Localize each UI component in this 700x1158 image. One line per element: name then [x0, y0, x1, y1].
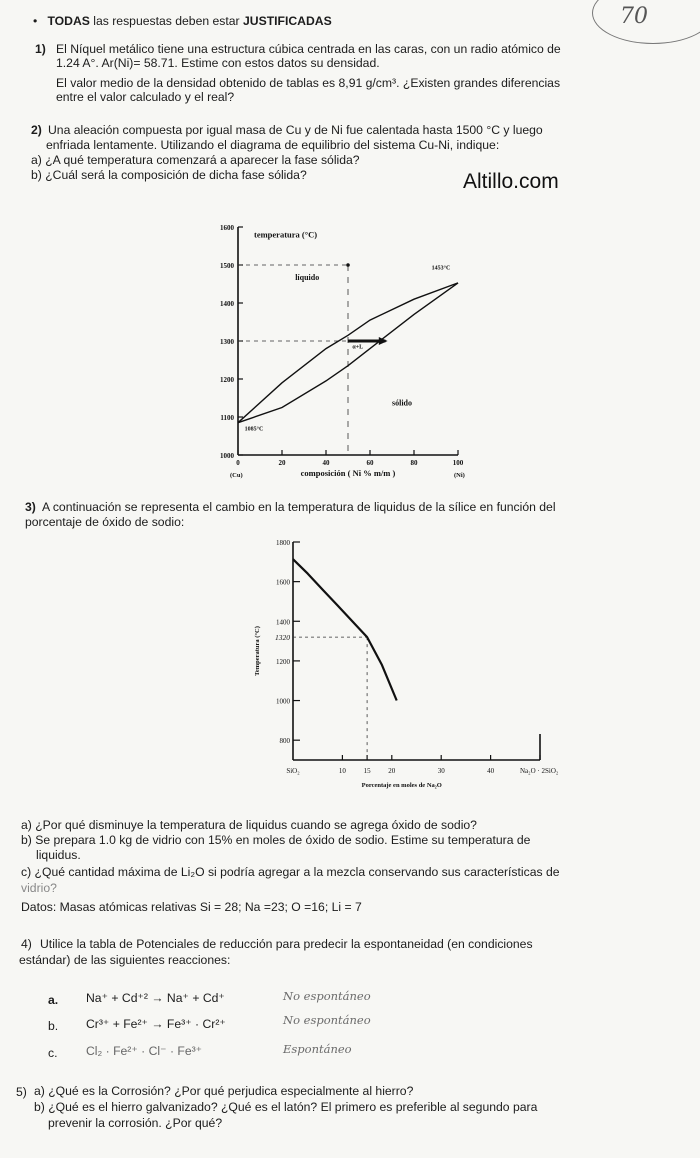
cu-ni-phase-diagram: [210, 215, 500, 485]
q4-number: 4): [21, 937, 32, 951]
q4-line-1: Utilice la tabla de Potenciales de reducción para predecir la espontaneidad (en condiciones: [40, 937, 533, 951]
q3-line-a: a) ¿Por qué disminuye la temperatura de liquidus cuando se agrega óxido de sodio?: [21, 818, 477, 832]
y-tick-label: 1800: [276, 539, 290, 547]
y-axis-label: Temperatura (°C): [254, 626, 261, 676]
q2-number: 2): [31, 123, 42, 137]
liquidus-silica-chart: [240, 532, 590, 800]
y-tick-label: 1200: [276, 657, 290, 666]
reaction-a-eq: Na⁺ + Cd⁺² → Na⁺ + Cd⁺: [86, 991, 225, 1005]
x-axis-label: composición ( Ni % m/m ): [300, 468, 396, 478]
q1-line-4: entre el valor calculado y el real?: [56, 90, 235, 104]
x-tick-label: 10: [338, 767, 346, 775]
q5-line-a: a) ¿Qué es la Corrosión? ¿Por qué perjudica especialmente al hierro?: [34, 1084, 414, 1098]
x-end-label-cu: (Cu): [230, 472, 243, 479]
chart-title: temperatura (°C): [254, 229, 318, 240]
x-tick-label: 15: [363, 767, 371, 775]
q3-data: Datos: Masas atómicas relativas Si = 28; Na =23; O =16; Li = 7: [21, 900, 362, 914]
x-tick-label: SiO₂: [286, 767, 300, 775]
q3-intro-1: A continuación se representa el cambio en la temperatura de liquidus de la sílice en función del: [42, 500, 556, 514]
x-tick-label: 20: [388, 767, 396, 775]
q3-line-b: b) Se prepara 1.0 kg de vidrio con 15% en moles de óxido de sodio. Estime su temperatura de: [21, 833, 531, 847]
reaction-a-label: a.: [48, 993, 59, 1007]
reaction-b-answer: No espontáneo: [283, 1013, 371, 1027]
header-text-a: TODAS: [47, 14, 90, 28]
reaction-a-answer: No espontáneo: [283, 989, 371, 1003]
label-solido: sólido: [392, 398, 413, 408]
q3-number: 3): [25, 500, 36, 514]
q1-line-1: El Níquel metálico tiene una estructura cúbica centrada en las caras, con un radio atómico de: [56, 42, 561, 56]
y-tick-label: 1000: [276, 697, 290, 706]
x-tick-label: 20: [278, 459, 286, 467]
y-tick-label: 1100: [220, 414, 234, 422]
y-tick-label: 1400: [276, 618, 290, 627]
x-tick-label: 80: [410, 459, 418, 467]
x-tick-label: 0: [236, 459, 240, 467]
q5-line-b2: prevenir la corrosión. ¿Por qué?: [48, 1116, 223, 1130]
reaction-c-label: c.: [48, 1046, 58, 1060]
label-alpha-l: α+L: [352, 344, 364, 351]
y-tick-label: 1600: [276, 578, 290, 587]
header-bullet: •: [33, 14, 38, 28]
y-tick-label: 1400: [220, 300, 234, 308]
reaction-c-eq: Cl₂ · Fe²⁺ · Cl⁻ · Fe³⁺: [86, 1044, 203, 1058]
q2-line-4: b) ¿Cuál será la composición de dicha fase sólida?: [31, 168, 307, 182]
q1-line-2: 1.24 A°. Ar(Ni)= 58.71. Estime con estos datos su densidad.: [56, 56, 380, 70]
x-end-label-ni: (Ni): [454, 472, 465, 479]
x-tick-label: Na₂O · 2SiO₂: [520, 767, 559, 775]
label-1453: 1453°C: [431, 265, 451, 272]
q5-line-b: b) ¿Qué es el hierro galvanizado? ¿Qué es el latón? El primero es preferible al segundo para: [34, 1100, 538, 1114]
label-liquido: líquido: [295, 273, 320, 283]
q2-line-1: Una aleación compuesta por igual masa de Cu y de Ni fue calentada hasta 1500 °C y luego: [48, 123, 543, 137]
q3-line-b2: liquidus.: [36, 848, 81, 862]
y-tick-label: 1600: [220, 224, 234, 232]
q4-line-2: estándar) de las siguientes reacciones:: [19, 953, 231, 967]
q5-number: 5): [16, 1085, 27, 1099]
liquidus-curve: [293, 559, 397, 700]
reaction-b-eq: Cr³⁺ + Fe²⁺ → Fe³⁺ · Cr²⁺: [86, 1017, 226, 1031]
header-text-b: las respuestas deben estar: [89, 14, 244, 28]
q1-line-3: El valor medio de la densidad obtenido de tablas es 8,91 g/cm³. ¿Existen grandes diferencias: [56, 76, 561, 90]
x-tick-label: 40: [487, 767, 495, 775]
y-tick-label: 1300: [220, 338, 234, 346]
y-tick-label: 800: [279, 737, 290, 746]
x-tick-label: 30: [437, 767, 445, 775]
start-point: [346, 263, 350, 267]
q2-line-3: a) ¿A qué temperatura comenzará a aparecer la fase sólida?: [31, 153, 360, 167]
handwritten-tick-1320: 1320: [275, 633, 290, 643]
q3-line-c: c) ¿Qué cantidad máxima de Li₂O si podría agregar a la mezcla conservando sus características de: [21, 865, 560, 879]
y-tick-label: 1000: [220, 452, 234, 460]
y-tick-label: 1200: [220, 376, 234, 384]
x-tick-label: 60: [366, 459, 374, 467]
q3-line-c2: vidrio?: [21, 881, 57, 895]
x-tick-label: 100: [452, 459, 464, 467]
reaction-c-answer: Espontáneo: [283, 1042, 352, 1056]
reaction-b-label: b.: [48, 1019, 59, 1033]
label-1085: 1085°C: [244, 426, 264, 433]
watermark: Altillo.com: [463, 170, 559, 193]
x-tick-label: 40: [322, 459, 330, 467]
q2-line-2: enfriada lentamente. Utilizando el diagrama de equilibrio del sistema Cu-Ni, indique:: [46, 138, 500, 152]
q3-intro-2: porcentaje de óxido de sodio:: [25, 515, 185, 529]
header-instruction: [33, 14, 332, 28]
header-text-c: JUSTIFICADAS: [243, 14, 332, 28]
y-tick-label: 1500: [220, 262, 234, 270]
grade-mark: 70: [620, 4, 648, 29]
x-axis-label: Porcentaje en moles de Na₂O: [361, 782, 442, 789]
q1-number: 1): [35, 42, 46, 56]
